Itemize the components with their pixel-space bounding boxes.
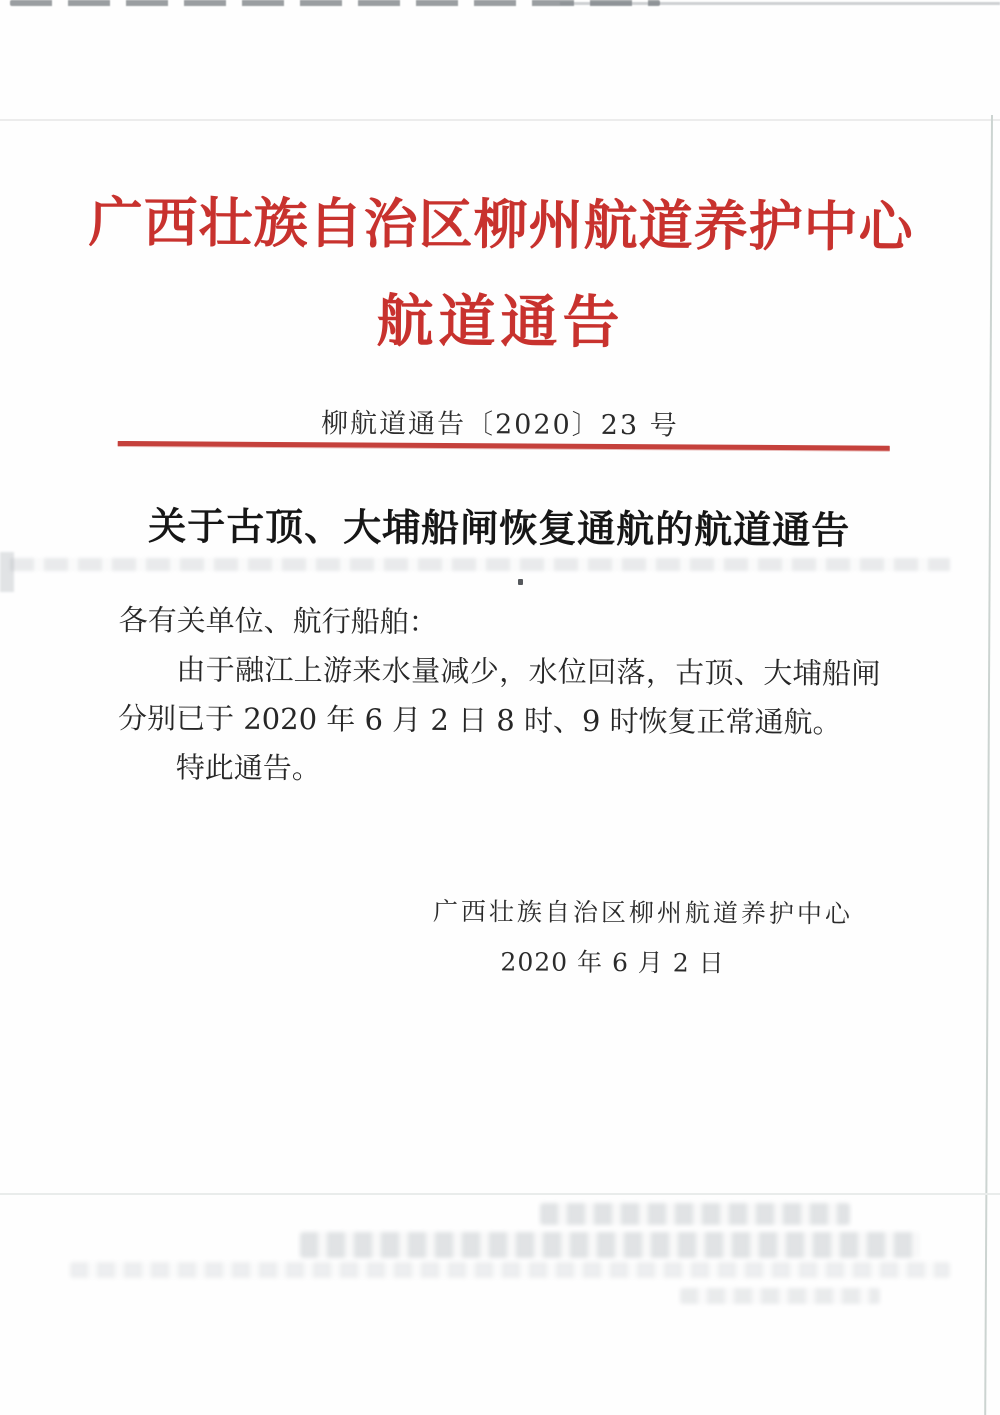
signature-date: 2020 年 6 月 2 日 — [500, 947, 725, 978]
notice-subject-title: 关于古顶、大埔船闸恢复通航的航道通告 — [148, 503, 851, 553]
notice-body — [118, 596, 881, 797]
signature-organization: 广西壮族自治区柳州航道养护中心 — [432, 896, 853, 929]
closing-line: 特此通告。 — [175, 750, 321, 786]
letterhead-doc-type: 航道通告 — [376, 287, 625, 357]
salutation-line: 各有关单位、航行船舶： — [118, 602, 438, 639]
document-number: 柳航道通告〔2020〕23 号 — [320, 408, 679, 442]
body-paragraph: 由于融江上游来水量减少，水位回落，古顶、大埔船闸分别已于 2020 年 6 月 2 日 8 时、9 时恢复正常通航。 — [117, 652, 881, 740]
letterhead-org-title: 广西壮族自治区柳州航道养护中心 — [88, 189, 914, 259]
